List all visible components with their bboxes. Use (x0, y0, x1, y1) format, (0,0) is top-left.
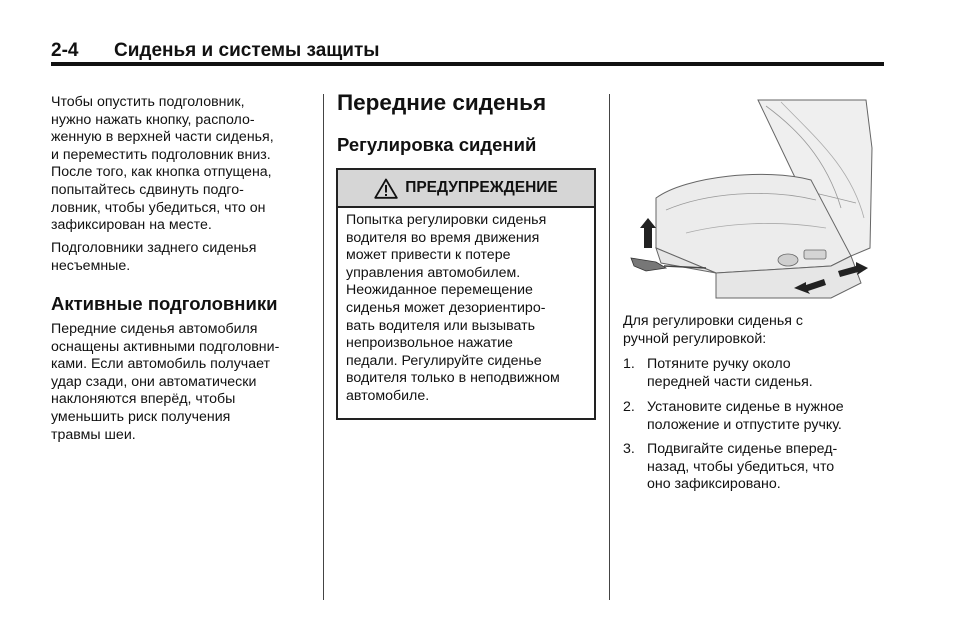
column-divider (609, 94, 610, 600)
warning-header (338, 170, 594, 208)
list-item-text: Установите сиденье в нужное положение и отпустите ручку. (647, 399, 844, 433)
list-item (623, 441, 885, 495)
warning-title: ПРЕДУПРЕЖДЕНИЕ (405, 179, 558, 196)
list-item (623, 356, 885, 392)
page-number: 2-4 (51, 40, 79, 61)
active-headrests-paragraph: Передние сиденья автомобиля оснащены активными подголовни- ками. Если автомобиль получает удар сзади, они автоматически наклоняются вперёд, чтобы уменьшить риск получения травмы шеи. (51, 321, 280, 443)
seat-adjustment-illustration (626, 98, 874, 303)
manual-adjustment-intro: Для регулировки сиденья с ручной регулировкой: (623, 313, 803, 347)
rear-headrest-paragraph: Подголовники заднего сиденья несъемные. (51, 240, 257, 274)
header-rule (51, 62, 884, 66)
active-headrests-heading: Активные подголовники (51, 293, 278, 314)
section-title: Сиденья и системы защиты (114, 40, 380, 61)
warning-box (336, 168, 596, 420)
list-item-number: 3. (623, 441, 635, 457)
column-divider (323, 94, 324, 600)
front-seats-heading: Передние сиденья (337, 90, 547, 115)
list-item-number: 1. (623, 356, 635, 372)
list-item-number: 2. (623, 399, 635, 415)
warning-text: Попытка регулировки сиденья водителя во время движения может привести к потере управления автомобилем. Неожиданное перемещение сиденья может дезориентиро- вать водителя или вызывать непроизвольное нажатие педали. Регулируйте сиденье водителя только в неподвижном автомобиле. (346, 212, 560, 404)
warning-triangle-icon (374, 178, 398, 199)
list-item-text: Потяните ручку около передней части сиденья. (647, 356, 813, 390)
list-item (623, 399, 885, 435)
arrow-up-icon (640, 218, 656, 248)
list-item-text: Подвигайте сиденье вперед- назад, чтобы убедиться, что оно зафиксировано. (647, 441, 838, 493)
headrest-lowering-paragraph: Чтобы опустить подголовник, нужно нажать кнопку, располо- женную в верхней части сиденья, и переместить подголовник вниз. После того, как кнопка отпущена, попытайтесь сдвинуть подго- ловник, чтобы убедиться, что он зафиксирован на месте. (51, 94, 274, 234)
seat-adjustment-heading: Регулировка сидений (337, 134, 537, 155)
